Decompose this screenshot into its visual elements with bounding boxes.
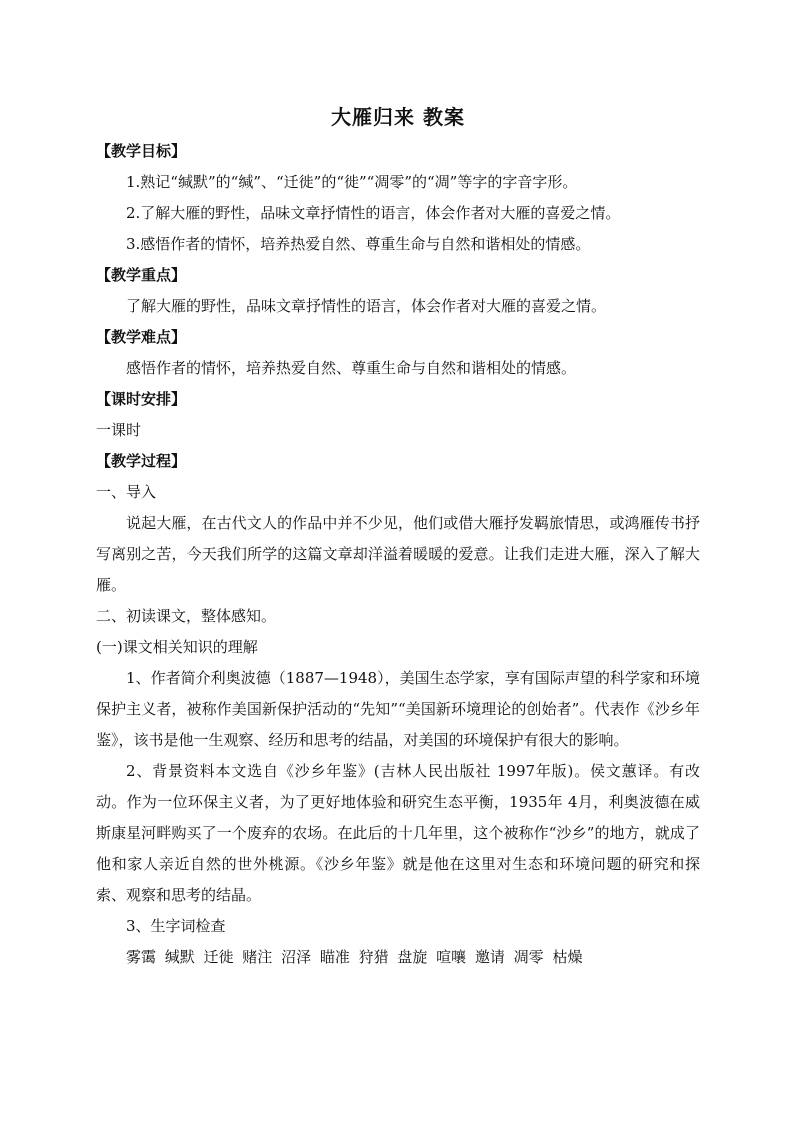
objectives-heading: 【教学目标】 <box>96 142 187 160</box>
knowledge-heading: (一)课文相关知识的理解 <box>96 638 258 656</box>
schedule-text: 一课时 <box>96 421 142 439</box>
document-title: 大雁归来 教案 <box>331 105 465 129</box>
intro-paragraph: 说起大雁，在古代文人的作品中并不少见，他们或借大雁抒发羁旅情思，或鸿雁传书抒写离别之苦，今天我们所学的这篇文章却洋溢着暖暖的爱意。让我们走进大雁，深入了解大雁。 <box>96 514 700 594</box>
difficulties-heading: 【教学难点】 <box>96 328 187 346</box>
key-points-text: 了解大雁的野性，品味文章抒情性的语言，体会作者对大雁的喜爱之情。 <box>126 297 607 315</box>
background-paragraph: 2、背景资料本文选自《沙乡年鉴》(吉林人民出版社 1997年版)。侯文蕙译。有改动。作为一位环保主义者，为了更好地体验和研究生态平衡，1935年 4月，利奥波德在威斯康星河畔购买了一个废弃的农场。在此后的十几年里，这个被称作“沙乡”的地方，就成了他和家人亲近自然的世外桃源。《沙乡年鉴》就是他在这里对生态和环境问题的研究和探索、观察和思考的结晶。 <box>96 762 700 904</box>
key-points-heading: 【教学重点】 <box>96 266 187 284</box>
objective-item-3: 3.感悟作者的情怀，培养热爱自然、尊重生命与自然和谐相处的情感。 <box>126 235 591 253</box>
difficulties-text: 感悟作者的情怀，培养热爱自然、尊重生命与自然和谐相处的情感。 <box>126 359 577 377</box>
objective-item-1: 1.熟记“缄默”的“缄”、“迁徙”的“徙”“凋零”的“凋”等字的字音字形。 <box>126 173 578 191</box>
reading-heading: 二、初读课文，整体感知。 <box>96 607 277 625</box>
intro-heading: 一、导入 <box>96 483 157 501</box>
author-paragraph: 1、作者简介利奥波德（1887—1948），美国生态学家，享有国际声望的科学家和环境保护主义者，被称作美国新保护活动的“先知”“美国新环境理论的创始者”。代表作《沙乡年鉴》，该书是他一生观察、经历和思考的结晶，对美国的环境保护有很大的影响。 <box>96 669 700 749</box>
document-page <box>96 100 700 973</box>
schedule-heading: 【课时安排】 <box>96 390 187 408</box>
process-heading: 【教学过程】 <box>96 452 187 470</box>
vocab-words: 雾霭 缄默 迁徙 赌注 沼泽 瞄准 狩猎 盘旋 喧嚷 邀请 凋零 枯燥 <box>126 948 583 966</box>
vocab-heading: 3、生字词检查 <box>126 917 226 935</box>
objective-item-2: 2.了解大雁的野性，品味文章抒情性的语言，体会作者对大雁的喜爱之情。 <box>126 204 621 222</box>
